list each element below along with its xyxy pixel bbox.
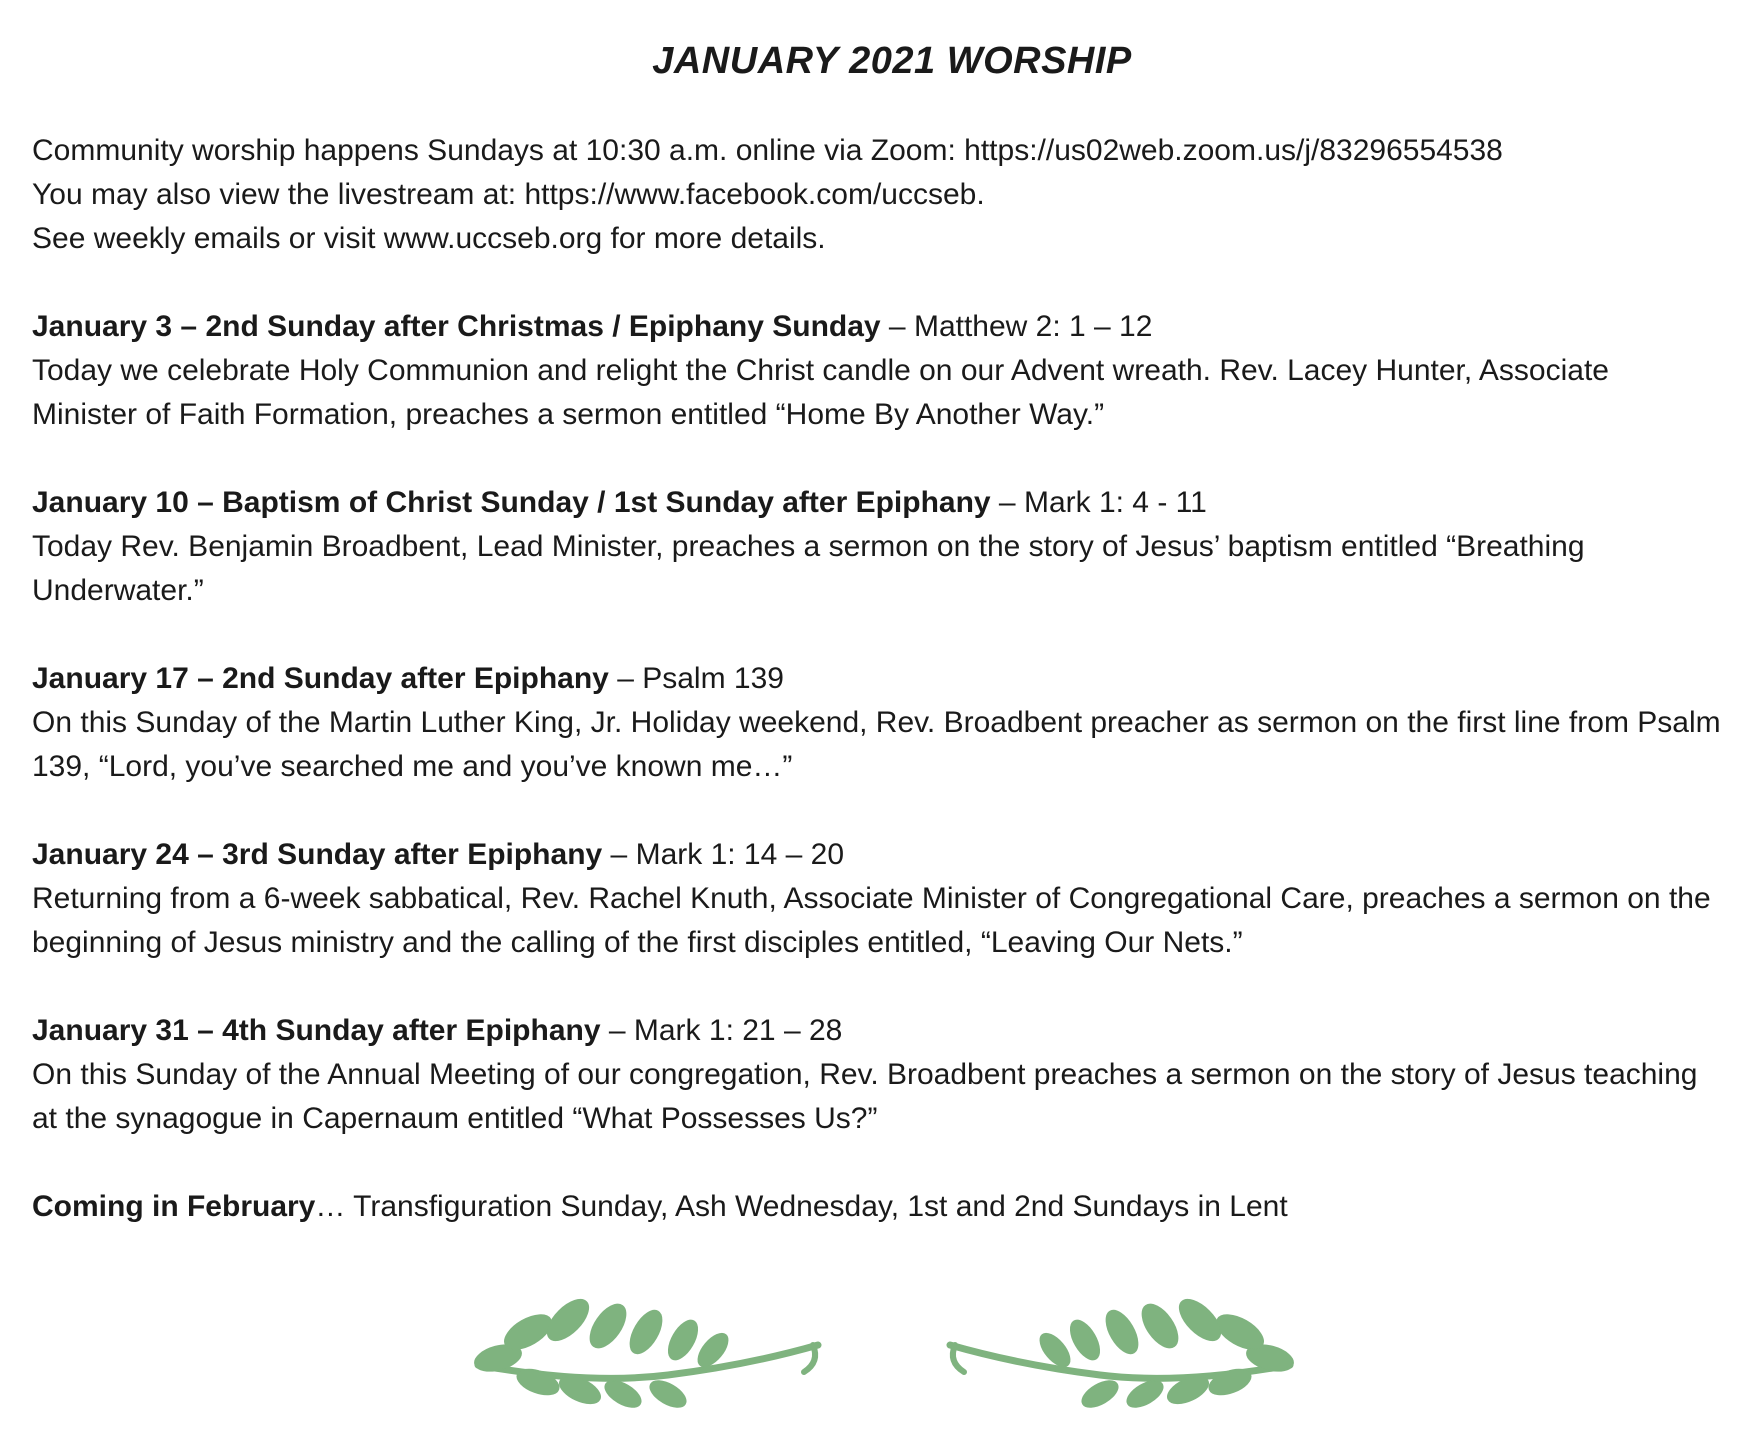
olive-branch-icon bbox=[940, 1290, 1300, 1420]
service-title: January 17 – 2nd Sunday after Epiphany bbox=[32, 662, 609, 695]
service-description: Today we celebrate Holy Communion and relight the Christ candle on our Advent wreath. Rev. Lacey Hunter, Associate Minister of Faith Formation, preaches a sermon entitled “Home By Another Way.” bbox=[32, 354, 1609, 431]
decoration-row bbox=[0, 1290, 1740, 1420]
service-heading bbox=[32, 657, 1722, 701]
service-entry-jan-17 bbox=[32, 657, 1722, 789]
intro-line-zoom: Community worship happens Sundays at 10:30 a.m. online via Zoom: https://us02web.zoom.us/j/83296554538 bbox=[32, 134, 1503, 167]
coming-text: … Transfiguration Sunday, Ash Wednesday, 1st and 2nd Sundays in Lent bbox=[315, 1190, 1288, 1223]
service-scripture: – Mark 1: 14 – 20 bbox=[602, 838, 845, 871]
service-entry-jan-3 bbox=[32, 305, 1722, 437]
service-title: January 10 – Baptism of Christ Sunday / 1st Sunday after Epiphany bbox=[32, 486, 991, 519]
service-entry-jan-31 bbox=[32, 1009, 1722, 1141]
service-description: Returning from a 6-week sabbatical, Rev. Rachel Knuth, Associate Minister of Congregational Care, preaches a sermon on the beginning of Jesus ministry and the calling of the first disciples entitled, “Leaving Our Nets.” bbox=[32, 882, 1711, 959]
intro-line-details: See weekly emails or visit www.uccseb.org for more details. bbox=[32, 222, 826, 255]
coming-label: Coming in February bbox=[32, 1190, 316, 1223]
service-scripture: – Matthew 2: 1 – 12 bbox=[880, 310, 1153, 343]
service-entry-jan-10 bbox=[32, 481, 1722, 613]
intro-block bbox=[32, 129, 1722, 261]
service-scripture: – Mark 1: 21 – 28 bbox=[600, 1014, 843, 1047]
service-heading bbox=[32, 833, 1722, 877]
service-scripture: – Mark 1: 4 - 11 bbox=[990, 486, 1207, 519]
service-description: Today Rev. Benjamin Broadbent, Lead Minister, preaches a sermon on the story of Jesus’ baptism entitled “Breathing Underwater.” bbox=[32, 530, 1585, 607]
service-scripture: – Psalm 139 bbox=[608, 662, 784, 695]
service-entry-jan-24 bbox=[32, 833, 1722, 965]
service-description: On this Sunday of the Annual Meeting of our congregation, Rev. Broadbent preaches a sermon on the story of Jesus teaching at the synagogue in Capernaum entitled “What Possesses Us?” bbox=[32, 1058, 1698, 1135]
page-title: JANUARY 2021 WORSHIP bbox=[652, 40, 1132, 82]
coming-in-february bbox=[32, 1185, 1722, 1229]
service-description: On this Sunday of the Martin Luther King, Jr. Holiday weekend, Rev. Broadbent preacher as sermon on the first line from Psalm 139, “Lord, you’ve searched me and you’ve known me…” bbox=[32, 706, 1721, 783]
intro-line-livestream: You may also view the livestream at: https://www.facebook.com/uccseb. bbox=[32, 178, 985, 211]
newsletter-page bbox=[32, 30, 1722, 1229]
service-heading bbox=[32, 305, 1722, 349]
service-title: January 31 – 4th Sunday after Epiphany bbox=[32, 1014, 601, 1047]
service-title: January 24 – 3rd Sunday after Epiphany bbox=[32, 838, 603, 871]
service-title: January 3 – 2nd Sunday after Christmas / Epiphany Sunday bbox=[32, 310, 881, 343]
service-heading bbox=[32, 481, 1722, 525]
service-heading bbox=[32, 1009, 1722, 1053]
olive-branch-icon bbox=[468, 1290, 828, 1420]
